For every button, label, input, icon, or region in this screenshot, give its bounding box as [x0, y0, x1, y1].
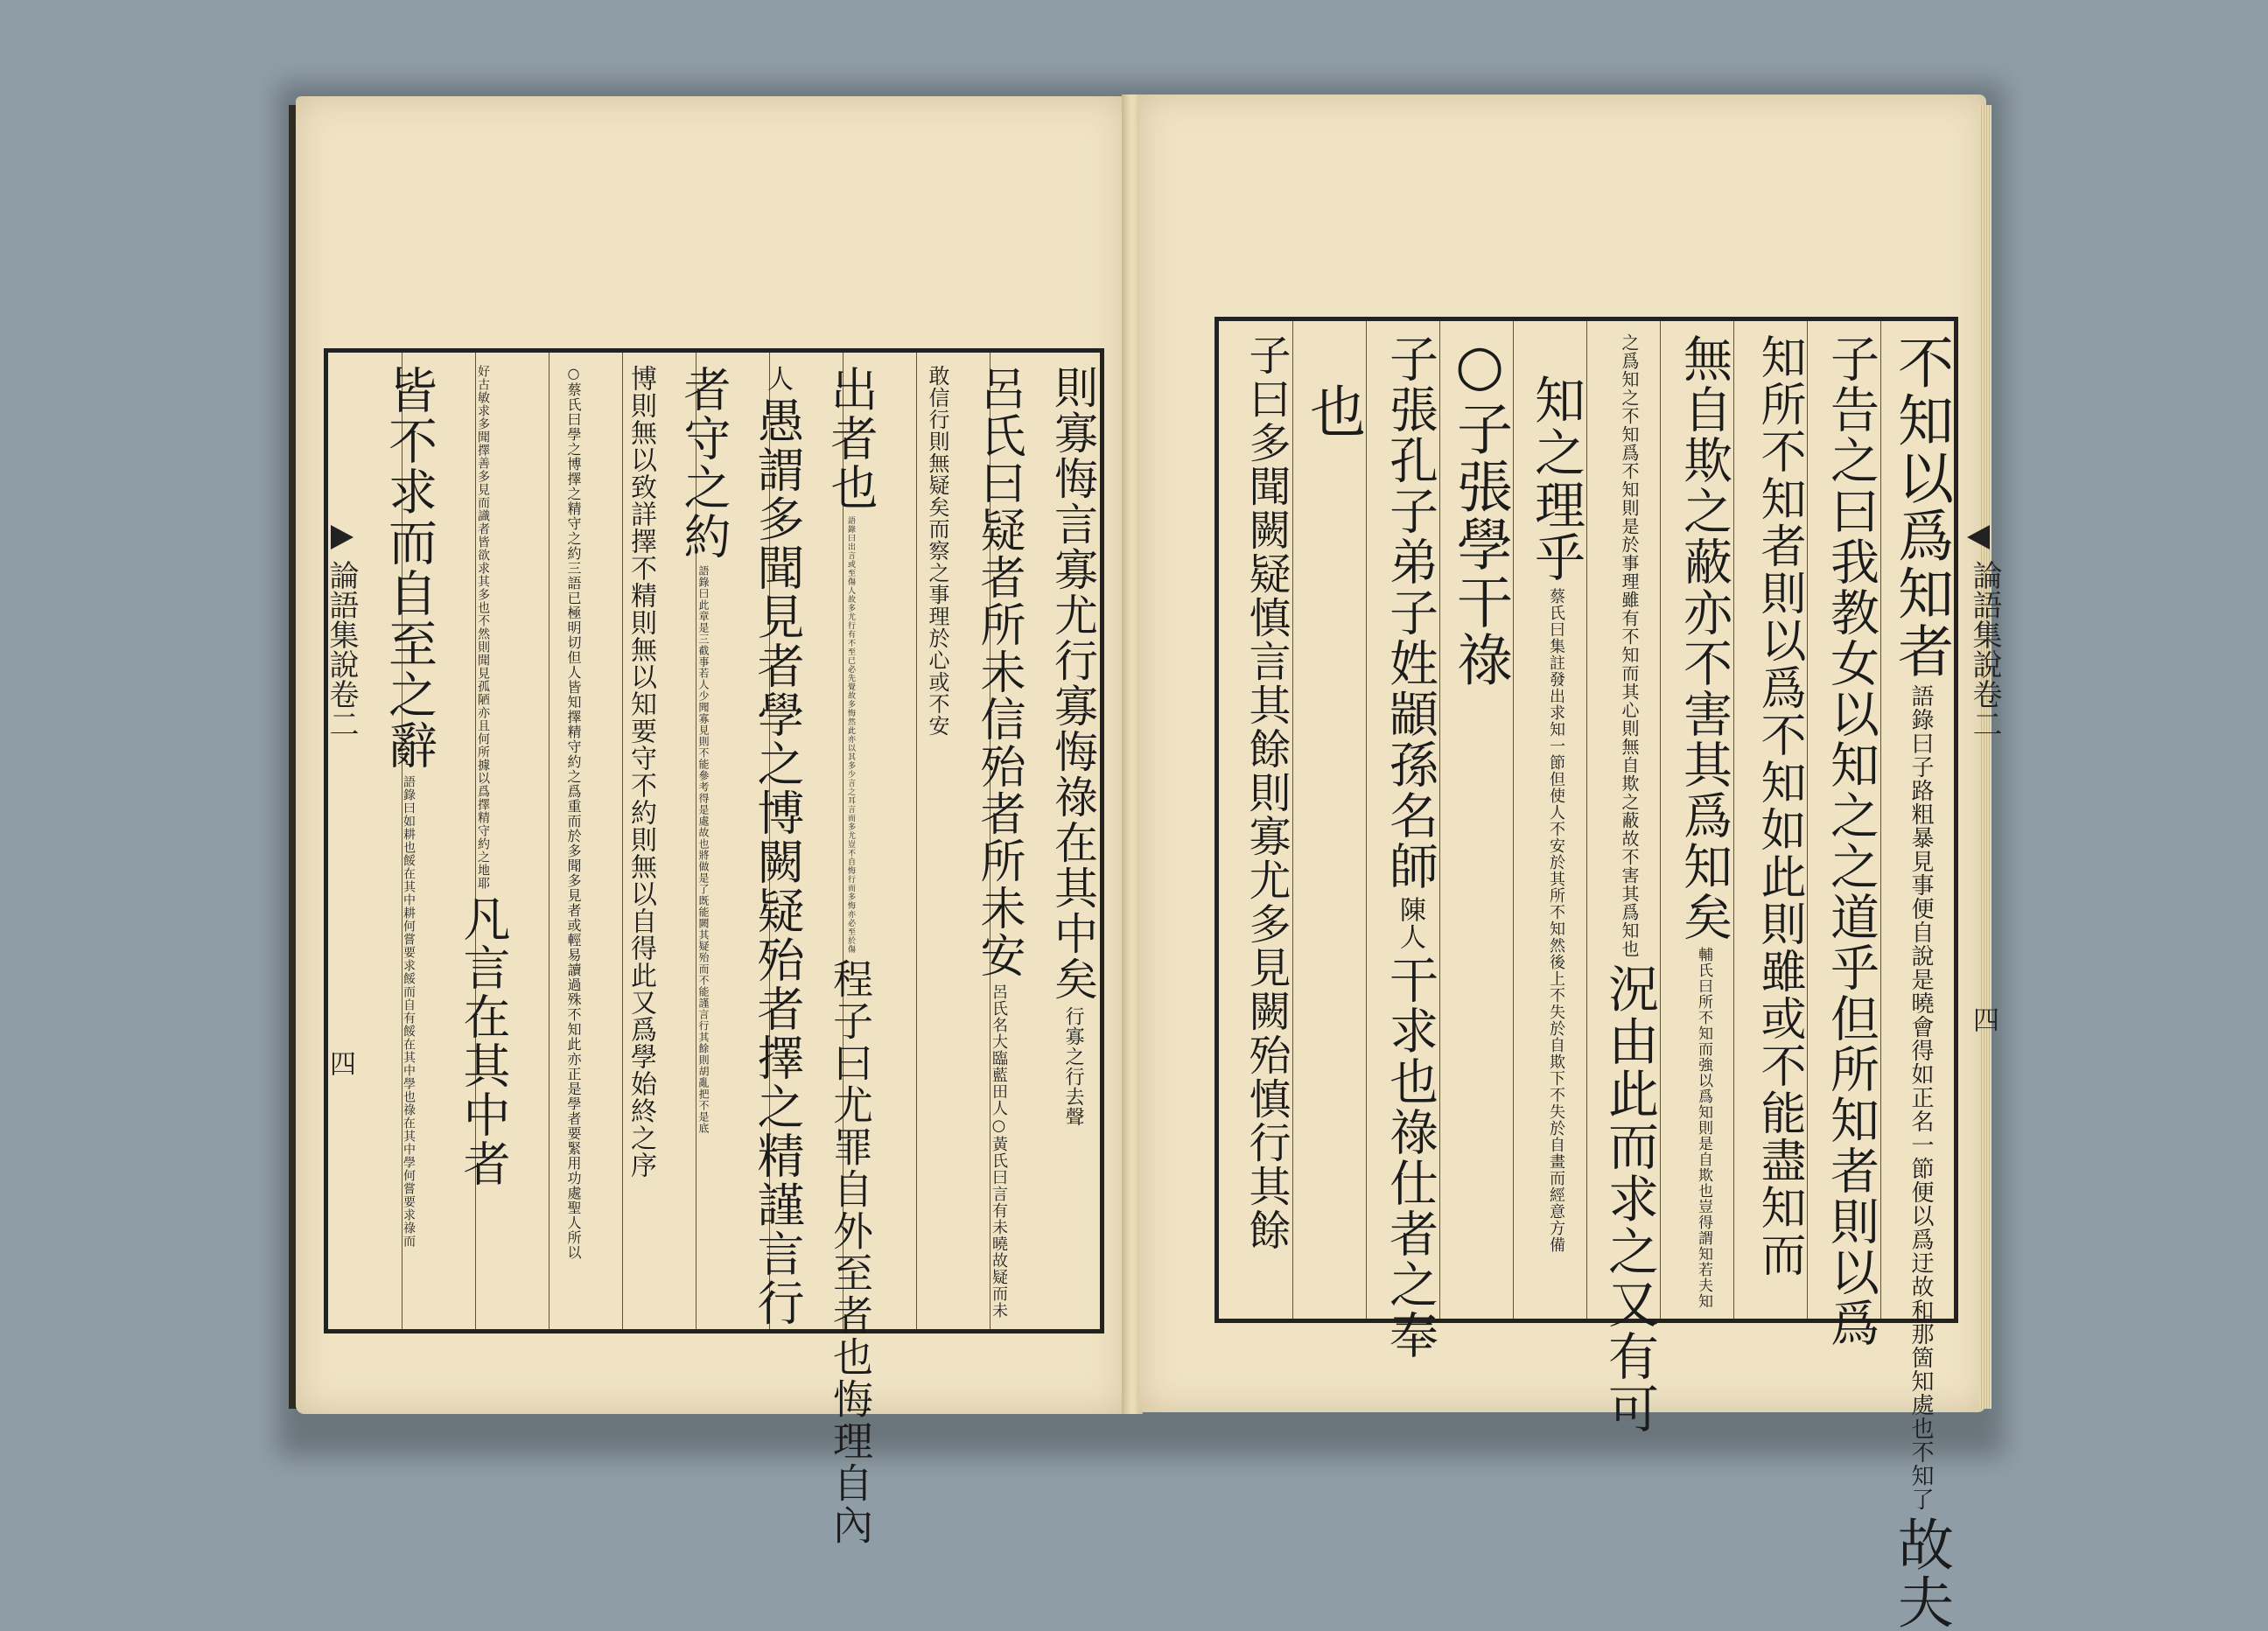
margin-title: 論語集說卷二	[1967, 560, 2002, 738]
fishtail-mark	[331, 525, 354, 550]
column-rule	[1366, 321, 1367, 1319]
commentary-text: 語錄曰此章是三截事若人少聞寡見則不能參考得是處故也將做是了既能闕其疑殆而不能謹言行其餘則胡亂把不是底	[697, 565, 710, 1135]
main-text: 知之理乎	[1526, 374, 1586, 584]
column-rule	[1880, 321, 1881, 1319]
main-text: 子告之曰我教女以知之之道乎但所知者則以爲	[1823, 333, 1880, 1348]
main-text: 凡言在其中者	[456, 894, 511, 1189]
text-column-4	[1676, 333, 1732, 1310]
commentary-text: 輔氏曰所不知而強以爲知則是自欺也豈得謂知若夫知	[1695, 947, 1712, 1310]
commentary-text: 好古敏求多聞擇善多見而識者皆欲求其多也不然則聞見孤陋亦且何所據以爲擇精守約之地耶	[476, 365, 490, 890]
commentary-text: 呂氏名大臨藍田人○黃氏曰言有未曉故疑而未	[990, 984, 1008, 1320]
folio-number: 四	[325, 1050, 355, 1076]
left-page-frame	[324, 348, 1104, 1547]
main-text: 無自欺之蔽亦不害其爲知矣	[1676, 333, 1732, 942]
text-column-9	[1300, 382, 1365, 440]
main-text: 也	[1300, 382, 1365, 440]
main-text: 出者也	[823, 365, 878, 512]
text-column-8	[566, 365, 580, 1260]
text-column-2	[972, 365, 1025, 1320]
main-text: 不知以爲知者	[1888, 333, 1953, 680]
text-column-1	[1888, 333, 1953, 1631]
main-text: 故夫	[1888, 1516, 1953, 1631]
column-rule	[916, 353, 917, 1329]
commentary-text: 蔡氏曰集註發出求知一節但使人不安於其所不知然後上不失於自欺下不失於自畫而經意方備	[1547, 588, 1565, 1254]
commentary-text: ○蔡氏曰學之博擇之精守之約三語已極明切但人皆知擇精守約之爲重而於多聞多見者或輕易讀過殊不知此亦正是學者要緊用功處聖人所以	[565, 365, 582, 1260]
column-rule	[622, 353, 623, 1329]
column-rule	[1660, 321, 1661, 1319]
main-text: 干求也祿仕者之奉	[1382, 955, 1438, 1362]
commentary-text: 之爲知之不知爲不知則是於事理雖有不知而其心則無自欺之蔽故不害其爲知也	[1619, 333, 1640, 958]
text-column-5	[750, 365, 805, 1328]
main-text: 況由此而求之又有可	[1600, 962, 1659, 1436]
main-text: 子曰多聞闕疑慎言其餘則寡尤多見闕殆慎行其餘	[1242, 333, 1291, 1252]
text-column-10	[381, 365, 438, 1249]
text-column-7	[627, 365, 654, 1179]
chapter-heading: ○子張學干祿	[1447, 333, 1512, 689]
commentary-text: 博則無以致詳擇不精則無以知要守不約則無以自得此又爲學始終之序	[626, 365, 656, 1179]
column-rule	[1586, 321, 1587, 1319]
fishtail-mark	[1967, 525, 1990, 550]
text-column-6	[676, 365, 732, 1135]
column-rule	[1513, 321, 1514, 1319]
commentary-text: 人	[762, 365, 793, 392]
text-column-8	[1382, 333, 1438, 1362]
main-text: 者守之約	[676, 365, 732, 561]
commentary-text: 陳人	[1395, 896, 1425, 951]
commentary-text: 語錄曰子路粗暴見事便自說是曉會得如正名一節便以爲迂故和那箇知處也不知了	[1908, 684, 1934, 1512]
text-column-10	[1242, 333, 1291, 1252]
page-stack-edge	[1979, 105, 1992, 1409]
text-column-6	[1526, 374, 1586, 1254]
text-column-3	[1753, 333, 1805, 1278]
main-text: 則寡悔言寡尤行寡悔祿在其中矣	[1047, 365, 1098, 1002]
main-text: 子張孔子弟子姓顓孫名師	[1382, 333, 1438, 892]
text-column-1	[1047, 365, 1098, 1128]
main-text: 呂氏曰疑者所未信殆者所未安	[972, 365, 1025, 979]
text-column-3	[927, 365, 948, 737]
margin-title: 論語集說卷二	[324, 560, 359, 738]
column-rule	[1439, 321, 1440, 1319]
commentary-text: 敢信行則無疑矣而察之事理於心或不安	[925, 365, 949, 737]
column-rule	[1733, 321, 1734, 1319]
main-text: 皆不求而自至之辭	[381, 365, 438, 771]
column-rule	[549, 353, 550, 1329]
text-column-9	[456, 365, 511, 1189]
commentary-text: 語錄曰出言或至傷人故多尤行有不至已必先覺故多悔然此亦以其多少言之耳言而多尤豈不自悔行而多悔亦必至於傷	[846, 516, 855, 955]
column-rule	[1292, 321, 1293, 1319]
commentary-text: 行寡之行去聲	[1062, 1006, 1084, 1128]
commentary-text: 語錄曰如耕也餒在其中耕何嘗要求餒而自有餒在其中學也祿在其中學何嘗要求祿而	[402, 775, 416, 1249]
main-text: 知所不知者則以爲不知如此則雖或不能盡知而	[1753, 333, 1805, 1278]
column-rule	[1807, 321, 1808, 1319]
text-column-4	[823, 365, 878, 1547]
main-text: 程子曰尤罪自外至者也悔理自內	[827, 958, 874, 1547]
main-text: 愚謂多聞見者學之博闕疑殆者擇之精謹言行	[750, 396, 805, 1328]
text-column-7	[1447, 333, 1512, 689]
folio-number: 四	[1968, 1006, 1998, 1032]
text-column-2	[1823, 333, 1880, 1348]
right-page-frame	[1214, 317, 1958, 1631]
text-column-5	[1600, 333, 1659, 1436]
